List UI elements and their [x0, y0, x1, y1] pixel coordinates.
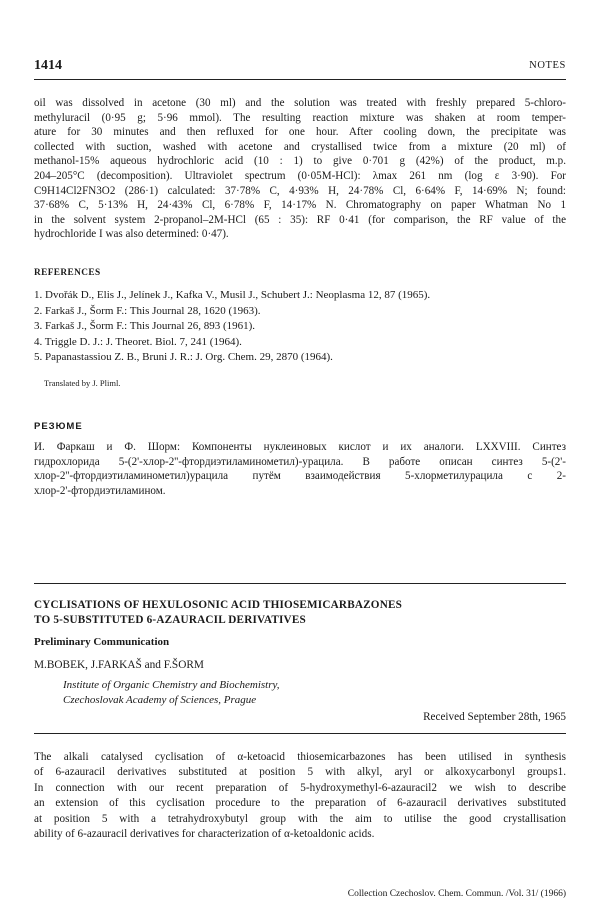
- reference-item: 1. Dvořák D., Elis J., Jelínek J., Kafka V., Musil J., Schubert J.: Neoplasma 12, 87 (1965).: [34, 289, 431, 301]
- affiliation-line: Czechoslovak Academy of Sciences, Prague: [63, 693, 257, 706]
- text-line: hydrochloride I was also determined: 0·47).: [34, 228, 229, 241]
- text-line: of 6-azauracil derivatives substituted at position 5 with alkyl, aryl or alkoxycarbonyl groups1.: [34, 766, 566, 779]
- text-line: 37·68% C, 5·13% H, 24·43% Cl, 6·78% F, 14·17% N. Chromatography on paper Whatman No 1: [34, 199, 566, 212]
- article-title-line: TO 5-SUBSTITUTED 6-AZAURACIL DERIVATIVES: [34, 614, 306, 626]
- text-line: И. Фаркаш и Ф. Шорм: Компоненты нуклеиновых кислот и их аналоги. LXXVIII. Синтез: [34, 441, 566, 453]
- text-line: methyluracil (0·95 g; 5·96 mmol). The resulting reaction mixture was shaken at room temper-: [34, 111, 566, 124]
- reference-item: 2. Farkaš J., Šorm F.: This Journal 28, 1620 (1963).: [34, 304, 261, 317]
- text-line: C9H14Cl2FN3O2 (286·1) calculated: 37·78% C, 4·93% H, 24·78% Cl, 6·64% F, 14·69% N; found:: [34, 184, 566, 197]
- text-line: at position 5 with a tetrahydroxybutyl group with the aim to utilise the good crystallisation: [34, 812, 566, 825]
- text-line: гидрохлорида 5-(2'-хлор-2''-фтордиэтиламинометил)-урацила. В работе описан синтез 5-(2'-: [34, 455, 566, 468]
- text-line: The alkali catalysed cyclisation of α-ketoacid thiosemicarbazones has been utilised in synthesis: [34, 751, 566, 763]
- text-line: oil was dissolved in acetone (30 ml) and the solution was treated with freshly prepared 5-chloro-: [34, 97, 566, 109]
- reference-item: 5. Papanastassiou Z. B., Bruni J. R.: J. Org. Chem. 29, 2870 (1964).: [34, 351, 333, 364]
- article-separator-rule: [34, 583, 566, 584]
- experimental-paragraph: [34, 96, 566, 242]
- abstract-rule: [34, 733, 566, 734]
- russian-summary: [34, 440, 566, 498]
- text-line: 204–205°C (decomposition). Ultraviolet spectrum (0·05M-HCl): λmax 261 nm (log ε 3·90). For: [34, 169, 566, 182]
- received-date: Received September 28th, 1965: [423, 711, 566, 723]
- text-line: methanol-15% aqueous hydrochloric acid (10 : 1) to give 0·701 g (42%) of the product, m.p.: [34, 155, 566, 168]
- article-authors: M.BOBEK, J.FARKAŠ and F.ŠORM: [34, 659, 204, 671]
- text-line: ability of 6-azauracil derivatives for characterization of α-ketoaldonic acids.: [34, 828, 375, 841]
- section-label: NOTES: [529, 60, 566, 71]
- reference-list: [34, 288, 430, 366]
- reference-item: 3. Farkaš J., Šorm F.: This Journal 26, 893 (1961).: [34, 320, 256, 333]
- page-header: [34, 58, 566, 78]
- header-rule: [34, 79, 566, 80]
- affiliation-line: Institute of Organic Chemistry and Biochemistry,: [63, 679, 280, 691]
- reference-item: 4. Triggle D. J.: J. Theoret. Biol. 7, 241 (1964).: [34, 335, 242, 348]
- article-body: [34, 750, 566, 842]
- text-line: collected with suction, washed with acetone and crystallised twice from a mixture (20 ml) of: [34, 140, 566, 153]
- journal-footer: Collection Czechoslov. Chem. Commun. /Vol. 31/ (1966): [347, 889, 566, 899]
- text-line: in the solvent system 2-propanol–2M-HCl (65 : 35): RF 0·41 (for comparison, the RF value of the: [34, 213, 566, 226]
- page-number: 1414: [34, 58, 62, 73]
- references-heading: REFERENCES: [34, 268, 101, 278]
- translator-credit: Translated by J. Pliml.: [44, 378, 121, 388]
- text-line: хлор-2''-фтордиэтиламинометил)урацила путём взаимодействия 5-хлорметилурацила с 2-: [34, 470, 566, 483]
- resume-heading: РЕЗЮМЕ: [34, 421, 83, 432]
- text-line: In connection with our recent preparation of 5-hydroxymethyl-6-azauracil2 we wish to describe: [34, 781, 566, 794]
- text-line: хлор-2'-фтордиэтиламином.: [34, 484, 166, 497]
- article-title: [34, 598, 402, 628]
- author-affiliation: [63, 678, 280, 708]
- article-title-line: CYCLISATIONS OF HEXULOSONIC ACID THIOSEMICARBAZONES: [34, 599, 403, 611]
- text-line: an extension of this cyclisation procedure to the preparation of 6-azauracil derivatives substituted: [34, 797, 566, 810]
- text-line: ature for 30 minutes and then refluxed for one hour. After cooling down, the precipitate was: [34, 126, 566, 139]
- article-type: Preliminary Communication: [34, 636, 170, 648]
